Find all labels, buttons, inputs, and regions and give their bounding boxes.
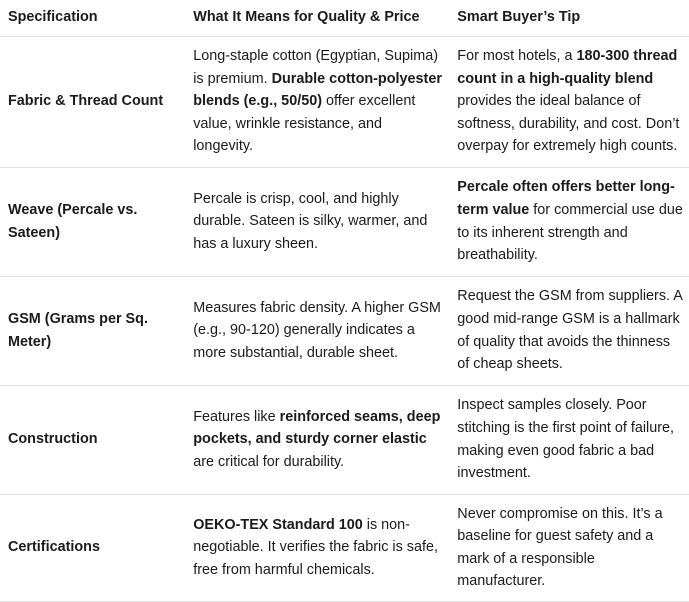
bold-text: reinforced seams, deep pockets, and sturdy corner elastic <box>193 408 441 448</box>
text: are critical for durability. <box>193 453 345 470</box>
spec-cell: Certifications <box>8 539 100 556</box>
table-row <box>0 36 689 167</box>
tip-cell <box>457 494 689 601</box>
tip-cell <box>457 36 689 167</box>
bold-text: OEKO-TEX Standard 100 <box>193 516 363 533</box>
text: for commercial use due to its inherent strength and breathability. <box>457 202 683 264</box>
spec-cell: Construction <box>8 431 98 448</box>
text: Request the GSM from suppliers. A good mid-range GSM is a hallmark of quality that avoids the thinness of cheap sheets. <box>457 288 683 373</box>
text: offer excellent value, wrinkle resistance, and longevity. <box>193 93 416 155</box>
table-row <box>0 494 689 601</box>
tip-cell <box>457 385 689 494</box>
table-row <box>0 276 689 385</box>
header-specification: Specification <box>8 9 98 25</box>
text: Never compromise on this. It’s a baseline for guest safety and a mark of a responsible manufacturer. <box>457 505 663 590</box>
text: Percale is crisp, cool, and highly durable. Sateen is silky, warmer, and has a luxury sheen. <box>193 190 428 252</box>
spec-cell: Weave (Percale vs. Sateen) <box>8 202 138 241</box>
text: Inspect samples closely. Poor stitching is the first point of failure, making even good fabric a bad investment. <box>457 397 675 482</box>
bold-text: Durable cotton-polyester blends (e.g., 50/50) <box>193 70 442 110</box>
header-meaning: What It Means for Quality & Price <box>193 9 420 25</box>
text: Long-staple cotton (Egyptian, Supima) is premium. <box>193 48 439 87</box>
bold-text: 180-300 thread count in a high-quality blend <box>457 48 678 87</box>
meaning-cell <box>193 36 457 167</box>
table-row <box>0 385 689 494</box>
bold-text: Percale often offers better long-term value <box>457 179 675 218</box>
meaning-cell <box>193 167 457 276</box>
tip-cell <box>457 167 689 276</box>
text: For most hotels, a <box>457 48 577 65</box>
table-row <box>0 167 689 276</box>
meaning-cell <box>193 494 457 601</box>
text: Features like <box>193 408 280 425</box>
text: is non-negotiable. It verifies the fabric is safe, free from harmful chemicals. <box>193 516 439 579</box>
table-header-row <box>0 0 689 36</box>
meaning-cell <box>193 276 457 385</box>
header-tip: Smart Buyer’s Tip <box>457 9 581 25</box>
spec-cell: Fabric & Thread Count <box>8 93 164 110</box>
text: provides the ideal balance of softness, durability, and cost. Don’t overpay for extremely high counts. <box>457 93 680 155</box>
text: Measures fabric density. A higher GSM (e.g., 90-120) generally indicates a more substantial, durable sheet. <box>193 299 441 361</box>
spec-cell: GSM (Grams per Sq. Meter) <box>8 311 148 350</box>
meaning-cell <box>193 385 457 494</box>
tip-cell <box>457 276 689 385</box>
